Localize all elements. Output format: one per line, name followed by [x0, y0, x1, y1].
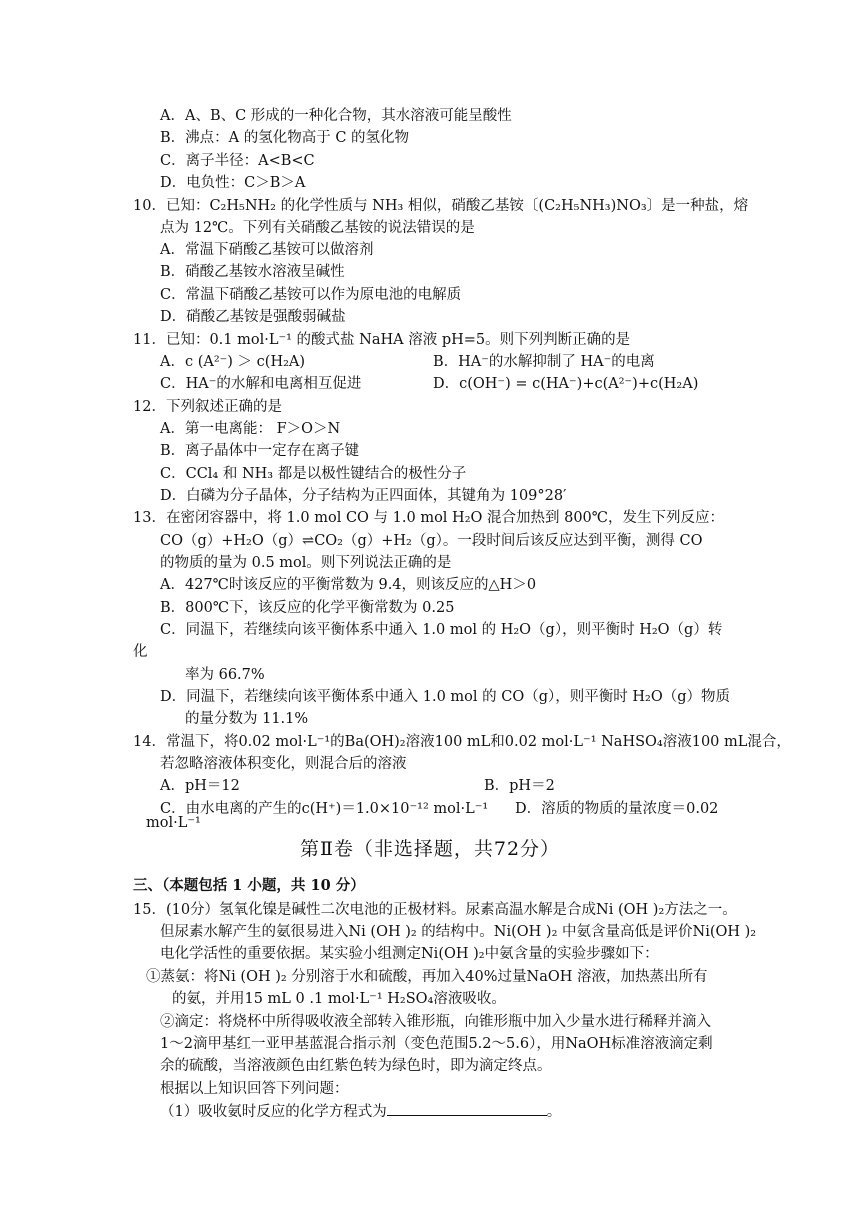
q15-line1: 15．(10分）氢氧化镍是碱性二次电池的正极材料。尿素高温水解是合成Ni (OH )₂方法之一。: [133, 902, 737, 918]
section-heading: 三、（本题包括 1 小题，共 10 分）: [133, 877, 365, 894]
q14-option-c: C．由水电离的产生的c(H⁺)＝1.0×10⁻¹² mol·L⁻¹: [160, 801, 489, 817]
q13-stem-line3: 的物质的量为 0.5 mol。则下列说法正确的是: [160, 555, 452, 571]
q15-subquestion-1-text: （1）吸收氨时反应的化学方程式为: [160, 1104, 387, 1120]
q15-step2-line3: 余的硫酸，当溶液颜色由红紫色转为绿色时，即为滴定终点。: [160, 1058, 552, 1074]
q15-line3: 电化学活性的重要依据。某实验小组测定Ni(OH )₂中氨含量的实验步骤如下：: [160, 946, 659, 962]
answer-blank[interactable]: [387, 1101, 547, 1116]
q13-option-a: A．427℃时该反应的平衡常数为 9.4，则该反应的△H＞0: [160, 577, 537, 593]
q13-option-d-line1: D．同温下，若继续向该平衡体系中通入 1.0 mol 的 CO（g），则平衡时 H₂O（g）物质: [160, 689, 730, 705]
q13-option-b: B．800℃下，该反应的化学平衡常数为 0.25: [160, 600, 455, 616]
q13-option-d-line2: 的量分数为 11.1%: [185, 711, 309, 727]
q15-step1-line2: 的氨，并用15 mL 0 .1 mol·L⁻¹ H₂SO₄溶液吸收。: [172, 991, 506, 1007]
q12-option-c: C．CCl₄ 和 NH₃ 都是以极性键结合的极性分子: [160, 466, 467, 482]
q12-stem: 12．下列叙述正确的是: [133, 399, 282, 415]
q14-option-d-line1: D．溶质的物质的量浓度＝0.02: [515, 801, 719, 817]
q11-option-b: B．HA⁻的水解抑制了 HA⁻的电离: [433, 354, 655, 370]
q13-option-c-line3: 率为 66.7%: [185, 667, 265, 683]
q15-subquestion-1: [160, 1101, 561, 1122]
q15-step1-line1: ①蒸氨：将Ni (OH )₂ 分别溶于水和硫酸，再加入40%过量NaOH 溶液，加热蒸出所有: [146, 969, 708, 985]
q14-option-b: B．pH＝2: [484, 778, 555, 794]
q13-option-c-line2: 化: [133, 644, 148, 660]
q10-option-d: D．硝酸乙基铵是强酸弱碱盐: [160, 309, 346, 325]
q13-stem-line1: 13．在密闭容器中，将 1.0 mol CO 与 1.0 mol H₂O 混合加热到 800℃，发生下列反应：: [133, 510, 725, 526]
q10-option-c: C．常温下硝酸乙基铵可以作为原电池的电解质: [160, 287, 462, 303]
q11-option-c: C．HA⁻的水解和电离相互促进: [160, 376, 362, 392]
q13-equation-line: CO（g）+H₂O（g）⇌CO₂（g）+H₂（g）。一段时间后该反应达到平衡，测得 CO: [160, 533, 703, 549]
q9-option-b: B．沸点：A 的氢化物高于 C 的氢化物: [160, 130, 410, 146]
q11-stem: 11．已知：0.1 mol·L⁻¹ 的酸式盐 NaHA 溶液 pH=5。则下列判断正确的是: [133, 332, 631, 348]
q14-stem-line2: 若忽略溶液体积变化，则混合后的溶液: [160, 756, 407, 772]
q14-option-a: A．pH＝12: [160, 778, 240, 794]
q12-option-a: A．第一电离能： F＞O＞N: [160, 421, 341, 437]
q14-option-d-line2: mol·L⁻¹: [146, 815, 201, 831]
q15-line2: 但尿素水解产生的氨很易进入Ni (OH )₂ 的结构中。Ni(OH )₂ 中氨含量高低是评价Ni(OH )₂: [160, 924, 757, 940]
part2-title: 第Ⅱ卷（非选择题，共72分）: [299, 838, 561, 860]
q12-option-b: B．离子晶体中一定存在离子键: [160, 443, 360, 459]
q11-option-a: A．c (A²⁻) ＞ c(H₂A): [160, 354, 306, 370]
q15-step2-line1: ②滴定：将烧杯中所得吸收液全部转入锥形瓶，向锥形瓶中加入少量水进行稀释并滴入: [160, 1014, 711, 1030]
q11-option-d: D．c(OH⁻) = c(HA⁻)+c(A²⁻)+c(H₂A): [433, 376, 699, 392]
q9-option-c: C．离子半径：A<B<C: [160, 153, 315, 169]
q14-stem-line1: 14．常温下，将0.02 mol·L⁻¹的Ba(OH)₂溶液100 mL和0.02 mol·L⁻¹ NaHSO₄溶液100 mL混合，: [133, 734, 791, 750]
q10-option-a: A．常温下硝酸乙基铵可以做溶剂: [160, 242, 374, 258]
q15-subquestion-1-end: 。: [546, 1104, 562, 1120]
q15-step2-line2: 1～2滴甲基红一亚甲基蓝混合指示剂（变色范围5.2～5.6），用NaOH标准溶液滴定剩: [160, 1036, 713, 1052]
q13-option-c-line1: C．同温下，若继续向该平衡体系中通入 1.0 mol 的 H₂O（g），则平衡时 H₂O（g）转: [160, 622, 723, 638]
q12-option-d: D．白磷为分子晶体，分子结构为正四面体，其键角为 109°28′: [160, 488, 567, 504]
q9-option-a: A．A、B、C 形成的一种化合物，其水溶液可能呈酸性: [160, 108, 512, 124]
q10-option-b: B．硝酸乙基铵水溶液呈碱性: [160, 264, 345, 280]
q9-option-d: D．电负性：C＞B＞A: [160, 175, 306, 191]
q10-stem-line2: 点为 12℃。下列有关硝酸乙基铵的说法错误的是: [160, 220, 475, 236]
q15-instruction: 根据以上知识回答下列问题：: [160, 1081, 349, 1097]
q10-stem-line1: 10．已知：C₂H₅NH₂ 的化学性质与 NH₃ 相似，硝酸乙基铵〔(C₂H₅NH₃)NO₃〕是一种盐，熔: [133, 198, 749, 214]
